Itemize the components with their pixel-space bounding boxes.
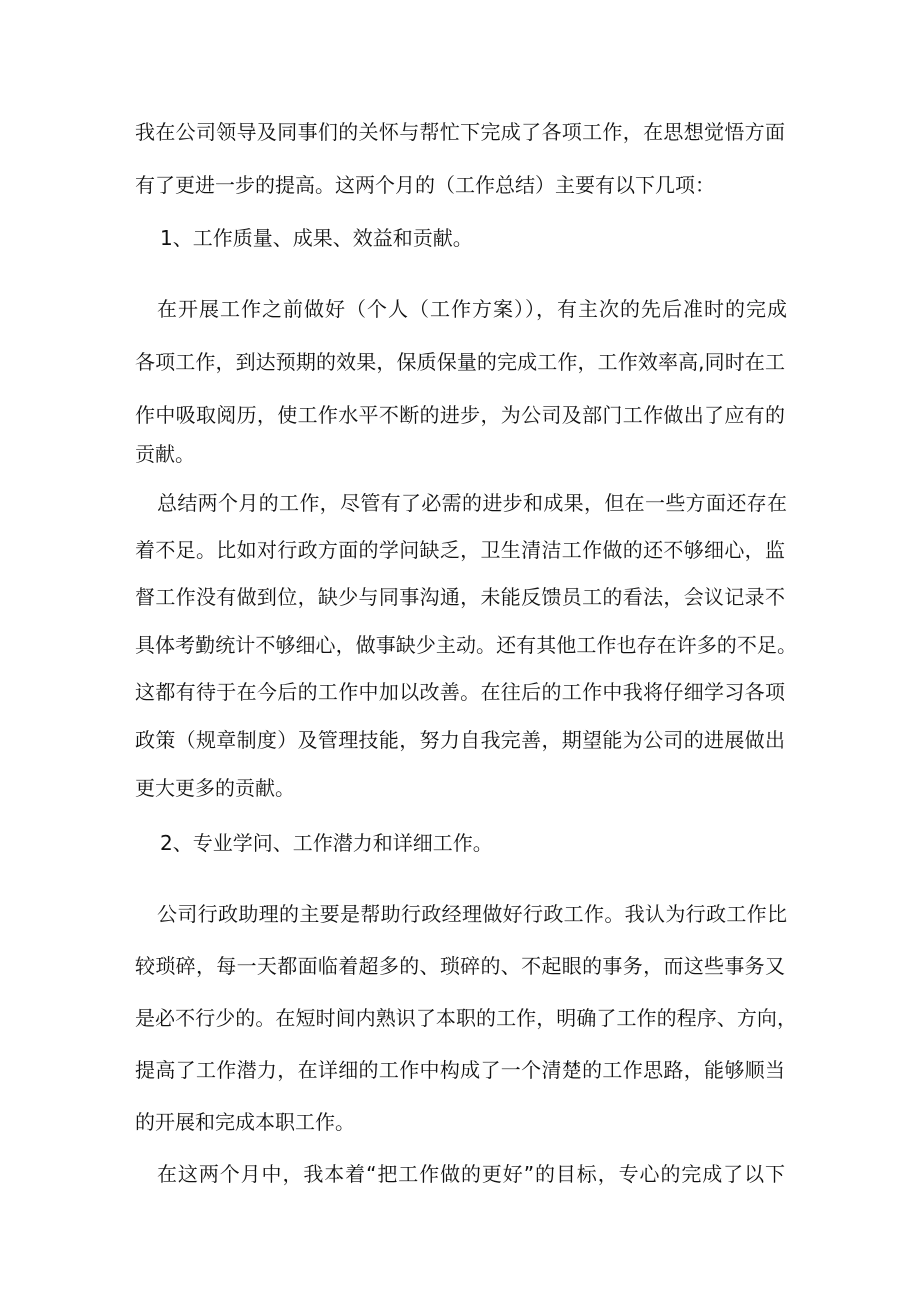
paragraph-line: 有了更进一步的提高。这两个月的（工作总结）主要有以下几项：: [135, 173, 715, 197]
paragraph-line: 总结两个月的工作，尽管有了必需的进步和成果，但在一些方面还存在: [157, 491, 787, 515]
paragraph-line: 在开展工作之前做好（个人（工作方案）），有主次的先后准时的完成: [157, 297, 787, 321]
paragraph-line: 的开展和完成本职工作。: [135, 1110, 355, 1134]
paragraph-line: 提高了工作潜力，在详细的工作中构成了一个清楚的工作思路，能够顺当: [135, 1058, 785, 1082]
paragraph-line: 政策（规章制度）及管理技能，努力自我完善，期望能为公司的进展做出: [135, 728, 785, 752]
paragraph-line: 公司行政助理的主要是帮助行政经理做好行政工作。我认为行政工作比: [157, 902, 787, 926]
paragraph-line: 更大更多的贡献。: [135, 776, 295, 800]
paragraph-line: 着不足。比如对行政方面的学问缺乏，卫生清洁工作做的还不够细心，监: [135, 538, 785, 562]
paragraph-line: 在这两个月中，我本着“把工作做的更好”的目标，专心的完成了以下: [157, 1162, 785, 1186]
paragraph-line: 这都有待于在今后的工作中加以改善。在往后的工作中我将仔细学习各项: [135, 680, 785, 704]
paragraph-line: 较琐碎，每一天都面临着超多的、琐碎的、不起眼的事务，而这些事务又: [135, 954, 785, 978]
paragraph-line: 我在公司领导及同事们的关怀与帮忙下完成了各项工作，在思想觉悟方面: [135, 120, 785, 144]
paragraph-line: 贡献。: [135, 442, 195, 466]
paragraph-line: 作中吸取阅历，使工作水平不断的进步，为公司及部门工作做出了应有的: [135, 403, 785, 427]
paragraph-line: 各项工作，到达预期的效果，保质保量的完成工作，工作效率高,同时在工: [135, 350, 785, 374]
section-heading: 2、专业学问、工作潜力和详细工作。: [160, 831, 493, 855]
paragraph-line: 具体考勤统计不够细心，做事缺少主动。还有其他工作也存在许多的不足。: [135, 633, 797, 657]
section-heading: 1、工作质量、成果、效益和贡献。: [160, 226, 473, 250]
paragraph-line: 督工作没有做到位，缺少与同事沟通，未能反馈员工的看法，会议记录不: [135, 585, 785, 609]
paragraph-line: 是必不行少的。在短时间内熟识了本职的工作，明确了工作的程序、方向，: [135, 1006, 797, 1030]
